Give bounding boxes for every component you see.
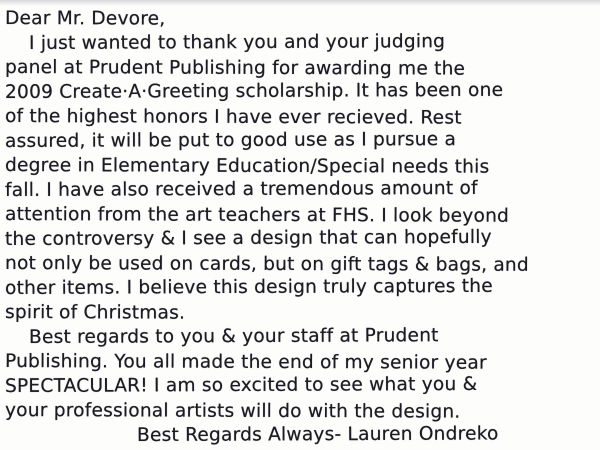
body-line: I just wanted to thank you and your judging	[28, 30, 446, 54]
body-line: fall. I have also received a tremendous amount of	[4, 177, 478, 201]
salutation-line: Dear Mr. Devore,	[4, 8, 166, 30]
body-line: degree in Elementary Education/Special needs this	[4, 155, 490, 178]
body-line: not only be used on cards, but on gift tags & bags, and	[4, 253, 529, 276]
scan-artifact-top	[0, 0, 600, 6]
body-line: other items. I believe this design truly captures the	[4, 275, 493, 299]
body-line: attention from the art teachers at FHS. I look beyond	[4, 204, 510, 227]
signature-line: Best Regards Always- Lauren Ondreko	[136, 422, 499, 446]
body-line: assured, it will be put to good use as I pursue a	[4, 128, 457, 152]
body-line: 2009 Create·A·Greeting scholarship. It has been one	[4, 79, 504, 103]
body-line: spirit of Christmas.	[4, 302, 186, 324]
body-line: Publishing. You all made the end of my senior year	[4, 351, 487, 374]
body-line: panel at Prudent Publishing for awarding me the	[4, 57, 466, 80]
body-line: of the highest honors I have ever recieved. Rest	[4, 106, 462, 129]
body-line: SPECTACULAR! I am so excited to see what you &	[4, 373, 478, 397]
body-line: the controversy & I see a design that can hopefully	[4, 226, 492, 250]
body-line: Best regards to you & your staff at Prudent	[28, 324, 439, 348]
body-line: your professional artists will do with the design.	[4, 400, 461, 423]
